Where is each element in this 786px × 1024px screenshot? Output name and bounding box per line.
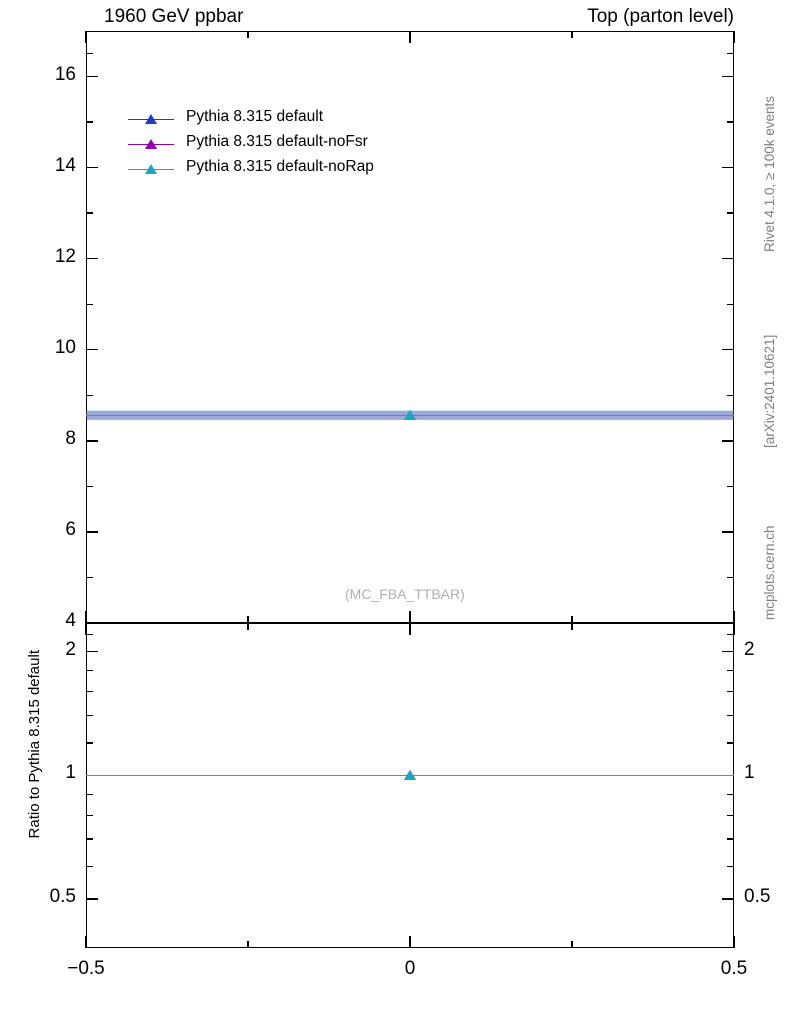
main-y-minor-tick <box>86 395 93 396</box>
main-y-tick-label: 14 <box>54 154 76 176</box>
legend-marker-swatch <box>145 139 157 149</box>
main-x-tick-top <box>409 31 410 43</box>
ratio-y-tick-label: 2 <box>65 638 76 660</box>
ratio-y-minor-tick <box>86 634 93 635</box>
main-y-tick <box>86 349 98 350</box>
main-x-minor-tick-top <box>247 31 248 38</box>
ratio-x-tick <box>409 936 410 948</box>
main-y-minor-tick <box>86 121 93 122</box>
main-y-tick-label: 10 <box>54 336 76 358</box>
ratio-x-tick-label: 0.5 <box>720 958 748 979</box>
main-y-minor-tick-right <box>727 304 734 305</box>
main-y-tick-label: 16 <box>54 63 76 85</box>
ratio-y-minor-tick <box>86 691 93 692</box>
legend-marker-swatch <box>145 114 157 124</box>
main-y-tick-right <box>722 76 734 77</box>
ratio-y-minor-tick-right <box>727 742 734 743</box>
main-y-minor-tick <box>86 304 93 305</box>
ratio-x-minor-tick-top <box>247 623 248 630</box>
main-y-tick <box>86 167 98 168</box>
ratio-y-tick-label: 1 <box>65 762 76 784</box>
main-y-tick-right <box>722 349 734 350</box>
ratio-x-tick-top <box>409 623 410 635</box>
ratio-y-tick-label-right: 0.5 <box>744 886 771 908</box>
main-plot-panel <box>86 31 734 623</box>
ratio-y-minor-tick-right <box>727 670 734 671</box>
mcplots-source-caption: mcplots.cern.ch <box>762 525 777 620</box>
ratio-y-axis-title: Ratio to Pythia 8.315 default <box>26 650 43 839</box>
main-x-tick <box>409 611 410 623</box>
ratio-plot-panel <box>86 623 734 948</box>
ratio-y-minor-tick <box>86 715 93 716</box>
ratio-y-minor-tick-right <box>727 691 734 692</box>
main-y-minor-tick <box>86 212 93 213</box>
main-y-tick-right <box>722 167 734 168</box>
main-y-tick <box>86 531 98 532</box>
ratio-y-tick-label-right: 2 <box>744 638 755 660</box>
main-x-tick <box>733 611 734 623</box>
main-x-minor-tick <box>247 616 248 623</box>
ratio-y-minor-tick <box>86 838 93 839</box>
ratio-y-minor-tick <box>86 866 93 867</box>
ratio-y-tick <box>86 651 98 652</box>
ratio-x-tick <box>85 936 86 948</box>
ratio-y-tick-right <box>722 651 734 652</box>
main-y-tick <box>86 258 98 259</box>
main-y-tick-label: 12 <box>54 245 76 267</box>
main-x-tick-top <box>733 31 734 43</box>
ratio-x-minor-tick <box>247 941 248 948</box>
ratio-x-minor-tick <box>571 941 572 948</box>
ratio-x-tick <box>733 936 734 948</box>
main-y-tick-right <box>722 531 734 532</box>
main-x-tick <box>85 611 86 623</box>
legend-label: Pythia 8.315 default <box>186 108 324 125</box>
ratio-y-minor-tick-right <box>727 794 734 795</box>
main-y-tick <box>86 76 98 77</box>
ratio-y-minor-tick <box>86 794 93 795</box>
ratio-x-tick-top <box>733 623 734 635</box>
rivet-version-caption: Rivet 4.1.0, ≥ 100k events <box>762 96 777 252</box>
ratio-x-tick-label: 0 <box>404 958 416 979</box>
ratio-x-tick-top <box>85 623 86 635</box>
ratio-y-minor-tick <box>86 815 93 816</box>
ratio-y-minor-tick-right <box>727 815 734 816</box>
main-y-tick-label: 8 <box>65 427 76 449</box>
ratio-y-tick-label: 0.5 <box>49 886 76 908</box>
main-x-minor-tick <box>571 616 572 623</box>
ratio-y-minor-tick-right <box>727 866 734 867</box>
main-y-minor-tick <box>86 486 93 487</box>
main-y-minor-tick-right <box>727 486 734 487</box>
main-y-minor-tick-right <box>727 53 734 54</box>
main-y-minor-tick-right <box>727 577 734 578</box>
main-x-minor-tick-top <box>571 31 572 38</box>
legend-marker-swatch <box>145 164 157 174</box>
ratio-y-minor-tick-right <box>727 838 734 839</box>
main-y-tick-label: 4 <box>65 610 76 631</box>
main-y-minor-tick-right <box>727 395 734 396</box>
ratio-x-minor-tick-top <box>571 623 572 630</box>
ratio-series-marker <box>404 770 416 780</box>
ratio-y-minor-tick-right <box>727 715 734 716</box>
main-y-tick-right <box>722 258 734 259</box>
main-y-minor-tick-right <box>727 121 734 122</box>
main-y-tick-right <box>722 440 734 441</box>
ratio-y-tick-label-right: 1 <box>744 762 755 784</box>
main-x-tick-top <box>85 31 86 43</box>
legend-label: Pythia 8.315 default-noRap <box>186 158 374 175</box>
main-series-marker <box>404 410 416 420</box>
ratio-y-tick-right <box>722 898 734 899</box>
main-y-tick-label: 6 <box>65 518 76 540</box>
main-y-minor-tick <box>86 577 93 578</box>
main-y-tick <box>86 440 98 441</box>
header-left-label: 1960 GeV ppbar <box>104 6 244 27</box>
ratio-y-minor-tick <box>86 742 93 743</box>
legend-label: Pythia 8.315 default-noFsr <box>186 133 368 150</box>
ratio-x-tick-label: −0.5 <box>67 958 105 979</box>
analysis-watermark: (MC_FBA_TTBAR) <box>345 586 465 602</box>
ratio-y-minor-tick <box>86 670 93 671</box>
main-y-minor-tick-right <box>727 212 734 213</box>
arxiv-reference-caption: [arXiv:2401.10621] <box>762 334 777 448</box>
ratio-y-tick <box>86 898 98 899</box>
main-y-minor-tick <box>86 53 93 54</box>
header-right-label: Top (parton level) <box>587 6 734 27</box>
